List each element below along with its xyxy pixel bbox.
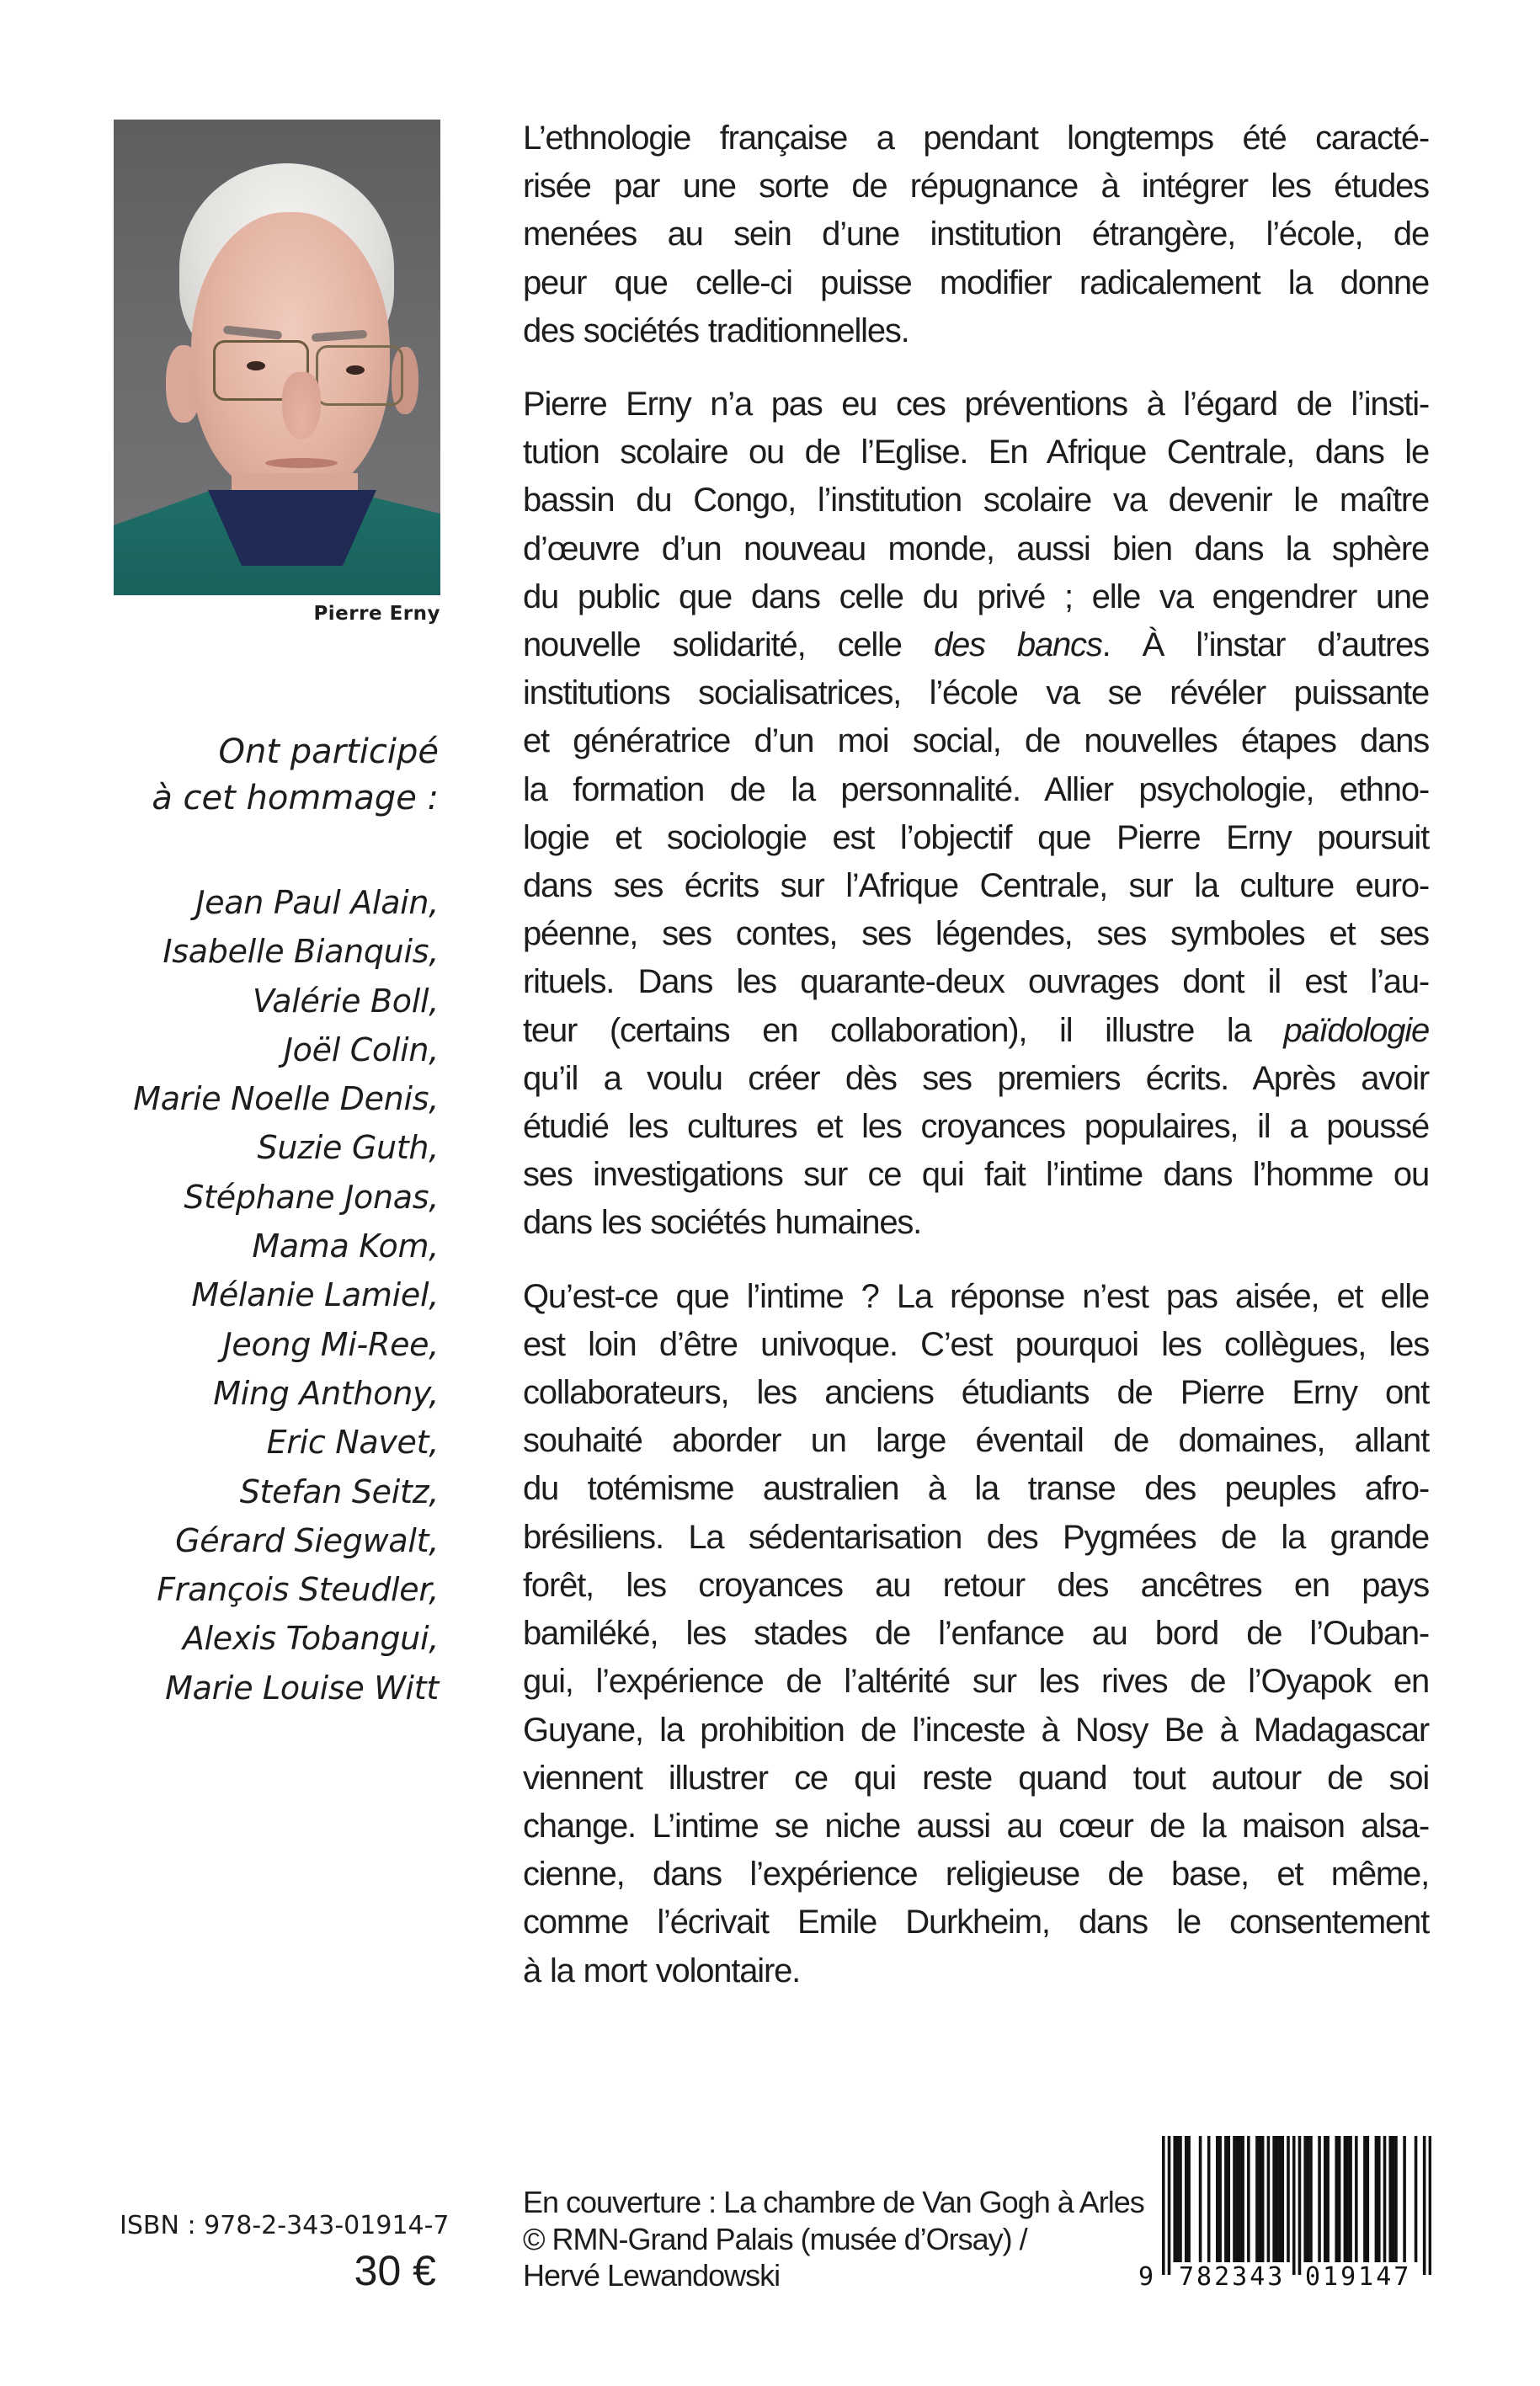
- contributor-name: Marie Noelle Denis,: [133, 1080, 439, 1118]
- price: 30 €: [354, 2247, 436, 2294]
- text-line: ses investigations sur ce qui fait l’intime dans l’homme ou: [523, 1156, 1429, 1194]
- barcode-bars: [1162, 2136, 1431, 2275]
- text-line: L’ethnologie française a pendant longtemps été caracté-: [523, 120, 1429, 157]
- contributor-name: Valérie Boll,: [252, 982, 439, 1020]
- author-photo: [114, 120, 440, 595]
- back-cover-text: [523, 115, 1429, 2021]
- contributor-name: Mélanie Lamiel,: [191, 1276, 439, 1314]
- contributor-name: Mama Kom,: [252, 1228, 439, 1265]
- contributor-name: Marie Louise Witt: [165, 1669, 439, 1707]
- isbn: ISBN : 978-2-343-01914-7: [120, 2211, 450, 2240]
- text-line: menées au sein d’une institution étrangère, l’école, de: [523, 216, 1429, 253]
- text-line: risée par une sorte de répugnance à intégrer les études: [523, 168, 1429, 205]
- text-line: Pierre Erny n’a pas eu ces préventions à l’égard de l’insti-: [523, 386, 1429, 423]
- text-line: à la mort volontaire.: [523, 1952, 801, 1989]
- text-line: bamiléké, les stades de l’enfance au bord de l’Ouban-: [523, 1615, 1429, 1653]
- contributor-name: Stéphane Jonas,: [184, 1178, 439, 1216]
- text-line: cienne, dans l’expérience religieuse de base, et même,: [523, 1856, 1429, 1893]
- text-line: change. L’intime se niche aussi au cœur de la maison alsa-: [523, 1807, 1429, 1845]
- barcode-digits-left: 782343: [1179, 2262, 1286, 2292]
- emphasis: des bancs: [933, 626, 1102, 664]
- cover-credit-line: En couverture : La chambre de Van Gogh à Arles: [523, 2185, 1144, 2219]
- cover-credit-line: Hervé Lewandowski: [523, 2258, 781, 2293]
- text-line: nouvelle solidarité, celle des bancs. À l’instar d’autres: [523, 626, 1430, 664]
- contributor-name: Suzie Guth,: [257, 1129, 439, 1167]
- photo-glasses-right: [316, 345, 403, 406]
- text-line: Guyane, la prohibition de l’inceste à Nosy Be à Madagascar: [523, 1711, 1429, 1749]
- text-line: institutions socialisatrices, l’école va se révéler puissante: [523, 674, 1429, 712]
- text-line: étudié les cultures et les croyances populaires, il a poussé: [523, 1108, 1429, 1146]
- photo-mouth: [265, 458, 338, 468]
- tribute-heading-line: Ont participé: [218, 732, 439, 771]
- contributor-name: Alexis Tobangui,: [182, 1620, 439, 1658]
- cover-credit-line: © RMN-Grand Palais (musée d’Orsay) /: [523, 2221, 1027, 2256]
- contributor-name: Ming Anthony,: [213, 1374, 439, 1412]
- text-line: comme l’écrivait Emile Durkheim, dans le consentement: [523, 1904, 1429, 1941]
- text-line: du totémisme australien à la transe des peuples afro-: [523, 1470, 1429, 1508]
- text-line: collaborateurs, les anciens étudiants de Pierre Erny ont: [523, 1374, 1429, 1412]
- photo-nose: [282, 372, 321, 439]
- text-line: peur que celle-ci puisse modifier radicalement la donne: [523, 264, 1429, 301]
- text-line: viennent illustrer ce qui reste quand tout autour de soi: [523, 1759, 1429, 1797]
- contributors-list: [51, 878, 439, 1712]
- photo-caption: Pierre Erny: [313, 603, 440, 625]
- text-line: péenne, ses contes, ses légendes, ses symboles et ses: [523, 915, 1429, 953]
- paragraph-3: [523, 1273, 1429, 1995]
- text-line: logie et sociologie est l’objectif que Pierre Erny poursuit: [523, 818, 1429, 856]
- text-line: qu’il a voulu créer dès ses premiers écrits. Après avoir: [523, 1059, 1429, 1097]
- barcode-digit-prefix: 9: [1138, 2262, 1154, 2292]
- contributor-name: Eric Navet,: [266, 1424, 439, 1462]
- text-line: dans les sociétés humaines.: [523, 1204, 922, 1242]
- text-line: d’œuvre d’un nouveau monde, aussi bien dans la sphère: [523, 530, 1429, 567]
- tribute-heading: [85, 729, 439, 822]
- contributor-name: Isabelle Bianquis,: [163, 933, 439, 971]
- contributor-name: Jean Paul Alain,: [195, 884, 439, 921]
- tribute-heading-line: à cet hommage :: [152, 779, 439, 818]
- text-line: gui, l’expérience de l’altérité sur les rives de l’Oyapok en: [523, 1663, 1429, 1701]
- barcode-digits-right: 019147: [1305, 2262, 1412, 2292]
- contributor-name: Joël Colin,: [283, 1031, 439, 1068]
- text-line: forêt, les croyances au retour des ancêtres en pays: [523, 1566, 1429, 1604]
- cover-credit: [523, 2184, 1144, 2294]
- text-line: et génératrice d’un moi social, de nouvelles étapes dans: [523, 722, 1429, 760]
- text-line: est loin d’être univoque. C’est pourquoi les collègues, les: [523, 1325, 1429, 1363]
- text-line: rituels. Dans les quarante-deux ouvrages dont il est l’au-: [523, 963, 1429, 1001]
- text-line: teur (certains en collaboration), il illustre la païdologie: [523, 1011, 1429, 1049]
- text-line: bassin du Congo, l’institution scolaire va devenir le maître: [523, 482, 1429, 519]
- paragraph-1: [523, 115, 1429, 355]
- emphasis: païdologie: [1283, 1011, 1429, 1049]
- contributor-name: Gérard Siegwalt,: [175, 1521, 439, 1559]
- barcode: [1138, 2136, 1431, 2292]
- contributor-name: François Steudler,: [157, 1571, 439, 1609]
- text-line: la formation de la personnalité. Allier psychologie, ethno-: [523, 770, 1429, 808]
- text-line: Qu’est-ce que l’intime ? La réponse n’est pas aisée, et elle: [523, 1277, 1429, 1315]
- text-line: souhaité aborder un large éventail de domaines, allant: [523, 1422, 1429, 1460]
- text-line: dans ses écrits sur l’Afrique Centrale, sur la culture euro-: [523, 867, 1429, 905]
- contributor-name: Jeong Mi-Ree,: [222, 1325, 439, 1363]
- text-line: brésiliens. La sédentarisation des Pygmées de la grande: [523, 1518, 1429, 1556]
- paragraph-2: [523, 381, 1429, 1248]
- text-line: du public que dans celle du privé ; elle va engendrer une: [523, 578, 1429, 615]
- text-line: des sociétés traditionnelles.: [523, 312, 909, 349]
- contributor-name: Stefan Seitz,: [239, 1473, 439, 1510]
- text-line: tution scolaire ou de l’Eglise. En Afrique Centrale, dans le: [523, 434, 1429, 471]
